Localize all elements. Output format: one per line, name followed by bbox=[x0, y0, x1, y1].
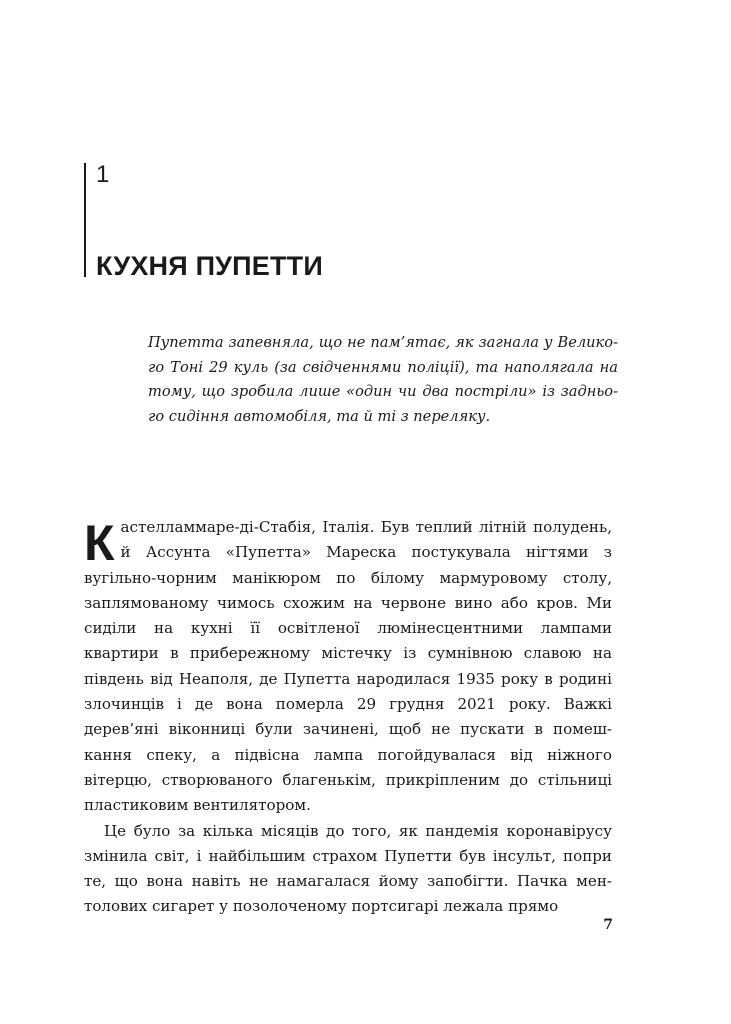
drop-cap: К bbox=[84, 515, 115, 571]
body-paragraph-2: Це було за кілька місяців до того, як пандемія коронавірусу змінила світ, і найбільшим страхом Пупетти був інсульт, попри те, що вона навіть не намагалася йому запобігти. Пачка ментолових сигарет у позолоченому портсигарі лежала прямо bbox=[84, 821, 612, 916]
body-paragraph-1 bbox=[84, 515, 612, 819]
chapter-rule bbox=[84, 163, 86, 277]
epigraph: Пупетта запевняла, що не пам’ятає, як загнала у Великого Тоні 29 куль (за свідченнями поліції), та наполягала на тому, що зробила лише «один чи два постріли» із заднього сидіння автомобіля, та й ті з переляку. bbox=[148, 334, 618, 425]
paragraph-1-text: астелламмаре-ді-Стабія, Італія. Був теплий літній полудень, й Ассунта «Пупетта» Мареска постукувала нігтями з вугільно-чорним манікюром по білому мармуровому столу, заплямованому чимось схожим на червоне вино або кров. Ми сиділи на кухні її освітленої люмінесцентними лампами квартири в прибережному містечку із сумнівною славою на південь від Неаполя, де Пупетта народилася 1935 року в родині злочинців і де вона померла 29 грудня 2021 року. Важкі дерев’яні віконниці були зачинені, щоб не пускати в помешкання спеку, а підвісна лампа погойдувалася від ніжного вітерцю, створюваного благенькім, прикріпленим до стільниці пластиковим вентилятором. bbox=[84, 518, 612, 815]
body-text bbox=[84, 515, 612, 920]
chapter-number: 1 bbox=[96, 161, 110, 188]
page-number: 7 bbox=[603, 917, 613, 933]
chapter-title: КУХНЯ ПУПЕТТИ bbox=[96, 251, 323, 281]
